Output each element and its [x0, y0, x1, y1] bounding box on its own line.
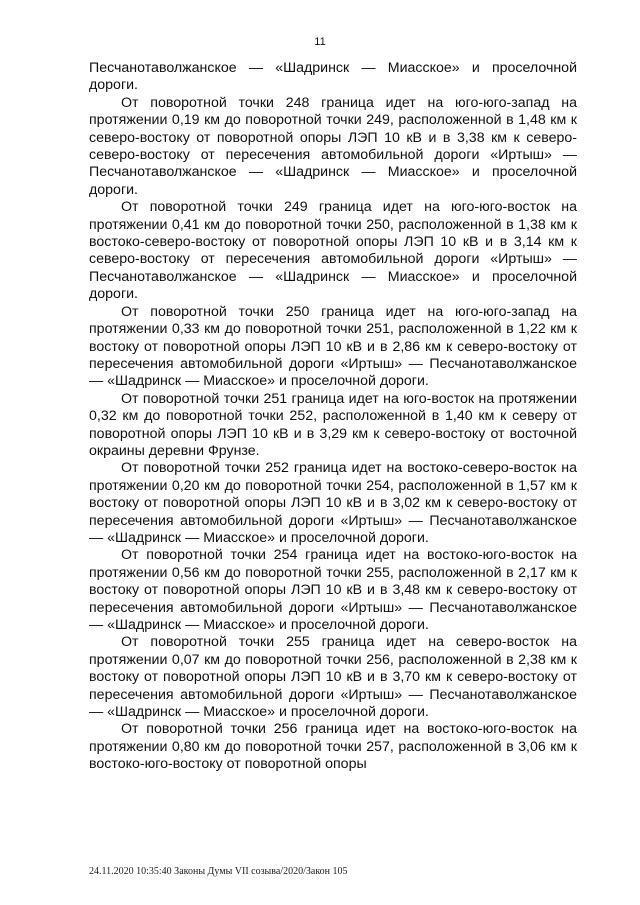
- paragraph: От поворотной точки 250 граница идет на юго-юго-запад на протяжении 0,33 км до поворотной точки 251, расположенной в 1,22 км к востоку от поворотной опоры ЛЭП 10 кВ и в 2,86 км к северо-востоку от пересечения автомобильной дороги «Иртыш» — Песчанотаволжанское — «Шадринск — Миасское» и проселочной дороги.: [89, 303, 577, 390]
- paragraph: От поворотной точки 252 граница идет на востоко-северо-восток на протяжении 0,20 км до поворотной точки 254, расположенной в 1,57 км к востоку от поворотной опоры ЛЭП 10 кВ и в 3,02 км к северо-востоку от пересечения автомобильной дороги «Иртыш» — Песчанотаволжанское — «Шадринск — Миасское» и проселочной дороги.: [89, 460, 577, 546]
- paragraph: От поворотной точки 256 граница идет на востоко-юго-восток на протяжении 0,80 км до поворотной точки 257, расположенной в 3,06 км к востоко-юго-востоку от поворотной опоры: [89, 721, 577, 773]
- page-number: 11: [314, 36, 326, 48]
- paragraph: От поворотной точки 248 граница идет на юго-юго-запад на протяжении 0,19 км до поворотной точки 249, расположенной в 1,48 км к северо-востоку от поворотной опоры ЛЭП 10 кВ и в 3,38 км к северо-северо-востоку от пересечения автомобильной дороги «Иртыш» — Песчанотаволжанское — «Шадринск — Миасское» и проселочной дороги.: [89, 94, 577, 198]
- paragraph: От поворотной точки 249 граница идет на юго-юго-восток на протяжении 0,41 км до поворотной точки 250, расположенной в 1,38 км к востоко-северо-востоку от поворотной опоры ЛЭП 10 кВ и в 3,14 км к северо-востоку от пересечения автомобильной дороги «Иртыш» — Песчанотаволжанское — «Шадринск — Миасское» и проселочной дороги.: [89, 199, 577, 303]
- paragraph: От поворотной точки 254 граница идет на востоко-юго-восток на протяжении 0,56 км до поворотной точки 255, расположенной в 2,17 км к востоку от поворотной опоры ЛЭП 10 кВ и в 3,48 км к северо-востоку от пересечения автомобильной дороги «Иртыш» — Песчанотаволжанское — «Шадринск — Миасское» и проселочной дороги.: [89, 547, 577, 633]
- paragraph: От поворотной точки 251 граница идет на юго-восток на протяжении 0,32 км до поворотной точки 252, расположенной в 1,40 км к северу от поворотной опоры ЛЭП 10 кВ и в 3,29 км к северо-востоку от восточной окраины деревни Фрунзе.: [89, 390, 577, 459]
- footer-stamp: 24.11.2020 10:35:40 Законы Думы VII созыва/2020/Закон 105: [89, 866, 348, 877]
- paragraph: Песчанотаволжанское — «Шадринск — Миасское» и проселочной дороги.: [89, 60, 577, 94]
- document-body: [89, 60, 577, 774]
- paragraph: От поворотной точки 255 граница идет на северо-восток на протяжении 0,07 км до поворотной точки 256, расположенной в 2,38 км к востоку от поворотной опоры ЛЭП 10 кВ и в 3,70 км к северо-востоку от пересечения автомобильной дороги «Иртыш» — Песчанотаволжанское — «Шадринск — Миасское» и проселочной дороги.: [89, 634, 577, 721]
